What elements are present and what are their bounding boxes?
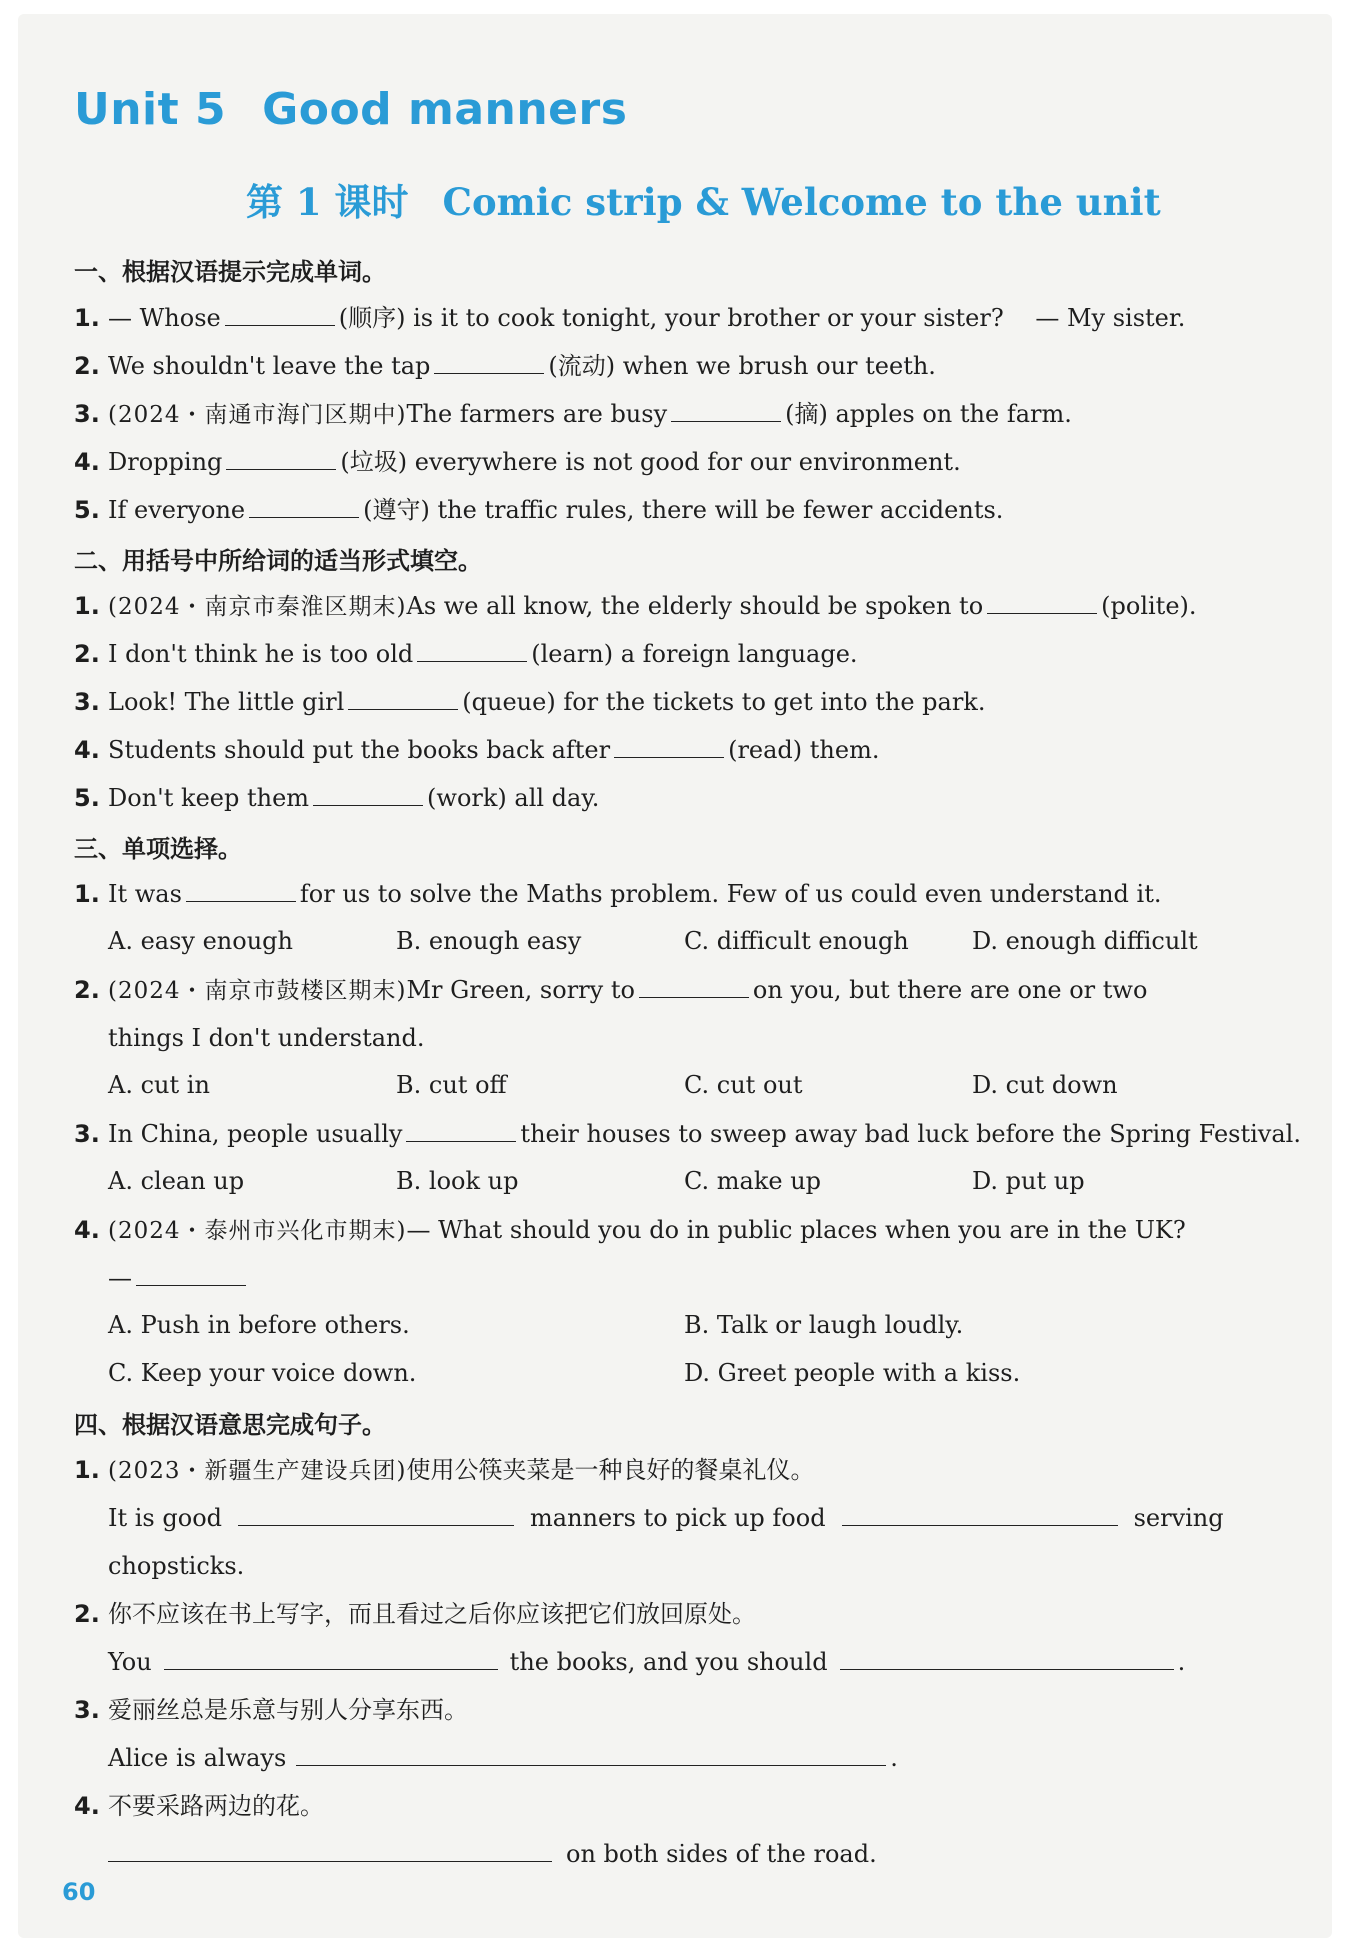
question-3-2-continued: things I don't understand. xyxy=(108,1024,425,1052)
chinese-prompt: 爱丽丝总是乐意与别人分享东西。 xyxy=(108,1696,468,1724)
unit-label: Unit 5 xyxy=(74,84,227,135)
question-4-2-english: You the books, and you should . xyxy=(108,1648,1186,1676)
option-b[interactable]: B. look up xyxy=(396,1167,519,1195)
question-2-4: 4. Students should put the books back after (read) them. xyxy=(74,736,880,764)
chinese-prompt: 使用公筷夹菜是一种良好的餐桌礼仪。 xyxy=(406,1456,815,1484)
answer-blank[interactable] xyxy=(417,639,527,662)
chinese-prompt: 你不应该在书上写字，而且看过之后你应该把它们放回原处。 xyxy=(108,1600,756,1628)
section-heading-2: 二、用括号中所给词的适当形式填空。 xyxy=(74,547,482,575)
question-3-4-answer-line: — xyxy=(108,1263,250,1293)
option-a[interactable]: A. cut in xyxy=(108,1071,210,1099)
question-4-2: 2. 你不应该在书上写字，而且看过之后你应该把它们放回原处。 xyxy=(74,1600,756,1628)
option-b[interactable]: B. enough easy xyxy=(396,927,582,955)
lesson-title xyxy=(246,172,1161,226)
section-heading-4: 四、根据汉语意思完成句子。 xyxy=(74,1411,386,1439)
answer-blank[interactable] xyxy=(186,879,296,902)
answer-blank[interactable] xyxy=(225,303,335,326)
page-number: 60 xyxy=(62,1878,96,1906)
answer-blank[interactable] xyxy=(842,1503,1118,1526)
question-1-1: 1. — Whose (顺序) is it to cook tonight, your brother or your sister? — My sister. xyxy=(74,304,1186,332)
question-3-4: 4. (2024・泰州市兴化市期末)— What should you do in public places when you are in the UK? xyxy=(74,1216,1186,1244)
lesson-name: Comic strip & Welcome to the unit xyxy=(442,180,1161,224)
answer-blank[interactable] xyxy=(671,399,781,422)
question-1-2: 2. We shouldn't leave the tap (流动) when we brush our teeth. xyxy=(74,352,936,380)
option-a[interactable]: A. Push in before others. xyxy=(108,1311,410,1339)
source-tag: (2024・南京市鼓楼区期末) xyxy=(108,978,407,1004)
chinese-prompt: 不要采路两边的花。 xyxy=(108,1792,324,1820)
source-tag: (2024・南京市秦淮区期末) xyxy=(108,594,407,620)
question-2-1: 1. (2024・南京市秦淮区期末)As we all know, the elderly should be spoken to (polite). xyxy=(74,592,1197,620)
question-2-5: 5. Don't keep them (work) all day. xyxy=(74,784,600,812)
source-tag: (2024・泰州市兴化市期末) xyxy=(108,1218,407,1244)
answer-blank[interactable] xyxy=(406,1119,516,1142)
option-d[interactable]: D. enough difficult xyxy=(972,927,1198,955)
option-b[interactable]: B. Talk or laugh loudly. xyxy=(684,1311,964,1339)
question-2-3: 3. Look! The little girl (queue) for the tickets to get into the park. xyxy=(74,688,986,716)
question-4-4: 4. 不要采路两边的花。 xyxy=(74,1792,324,1820)
answer-blank[interactable] xyxy=(987,591,1097,614)
option-a[interactable]: A. clean up xyxy=(108,1167,245,1195)
option-c[interactable]: C. make up xyxy=(684,1167,822,1195)
question-3-2: 2. (2024・南京市鼓楼区期末)Mr Green, sorry to on you, but there are one or two xyxy=(74,976,1148,1004)
option-d[interactable]: D. Greet people with a kiss. xyxy=(684,1359,1021,1387)
answer-blank[interactable] xyxy=(238,1503,514,1526)
question-1-3: 3. (2024・南通市海门区期中)The farmers are busy (摘) apples on the farm. xyxy=(74,400,1072,428)
option-c[interactable]: C. Keep your voice down. xyxy=(108,1359,417,1387)
option-c[interactable]: C. difficult enough xyxy=(684,927,909,955)
answer-blank[interactable] xyxy=(348,687,458,710)
lesson-label: 第 1 课时 xyxy=(246,180,409,224)
question-4-3-english: Alice is always . xyxy=(108,1744,898,1772)
answer-blank[interactable] xyxy=(108,1839,552,1862)
option-c[interactable]: C. cut out xyxy=(684,1071,803,1099)
question-4-4-english: on both sides of the road. xyxy=(108,1839,877,1869)
question-3-1: 1. It was for us to solve the Maths problem. Few of us could even understand it. xyxy=(74,880,1162,908)
section-heading-3: 三、单项选择。 xyxy=(74,835,242,863)
option-d[interactable]: D. cut down xyxy=(972,1071,1118,1099)
question-1-4: 4. Dropping (垃圾) everywhere is not good for our environment. xyxy=(74,448,961,476)
answer-blank[interactable] xyxy=(136,1263,246,1286)
answer-blank[interactable] xyxy=(639,975,749,998)
question-1-5: 5. If everyone (遵守) the traffic rules, there will be fewer accidents. xyxy=(74,496,1004,524)
answer-blank[interactable] xyxy=(434,351,544,374)
answer-blank[interactable] xyxy=(296,1743,886,1766)
answer-blank[interactable] xyxy=(164,1647,498,1670)
answer-blank[interactable] xyxy=(313,783,423,806)
unit-title xyxy=(74,84,627,135)
unit-name: Good manners xyxy=(262,84,628,135)
answer-blank[interactable] xyxy=(249,495,359,518)
question-3-3: 3. In China, people usually their houses to sweep away bad luck before the Spring Festival. xyxy=(74,1120,1301,1148)
question-4-3: 3. 爱丽丝总是乐意与别人分享东西。 xyxy=(74,1696,468,1724)
question-4-1-english: It is good manners to pick up food serving xyxy=(108,1504,1224,1532)
answer-blank[interactable] xyxy=(226,447,336,470)
source-tag: (2024・南通市海门区期中) xyxy=(108,402,407,428)
answer-blank[interactable] xyxy=(840,1647,1174,1670)
answer-blank[interactable] xyxy=(614,735,724,758)
section-heading-1: 一、根据汉语提示完成单词。 xyxy=(74,258,386,286)
question-4-1-continued: chopsticks. xyxy=(108,1552,245,1580)
option-a[interactable]: A. easy enough xyxy=(108,927,293,955)
option-b[interactable]: B. cut off xyxy=(396,1071,507,1099)
question-4-1: 1. (2023・新疆生产建设兵团)使用公筷夹菜是一种良好的餐桌礼仪。 xyxy=(74,1456,815,1484)
option-d[interactable]: D. put up xyxy=(972,1167,1085,1195)
question-2-2: 2. I don't think he is too old (learn) a foreign language. xyxy=(74,640,858,668)
source-tag: (2023・新疆生产建设兵团) xyxy=(108,1458,407,1484)
